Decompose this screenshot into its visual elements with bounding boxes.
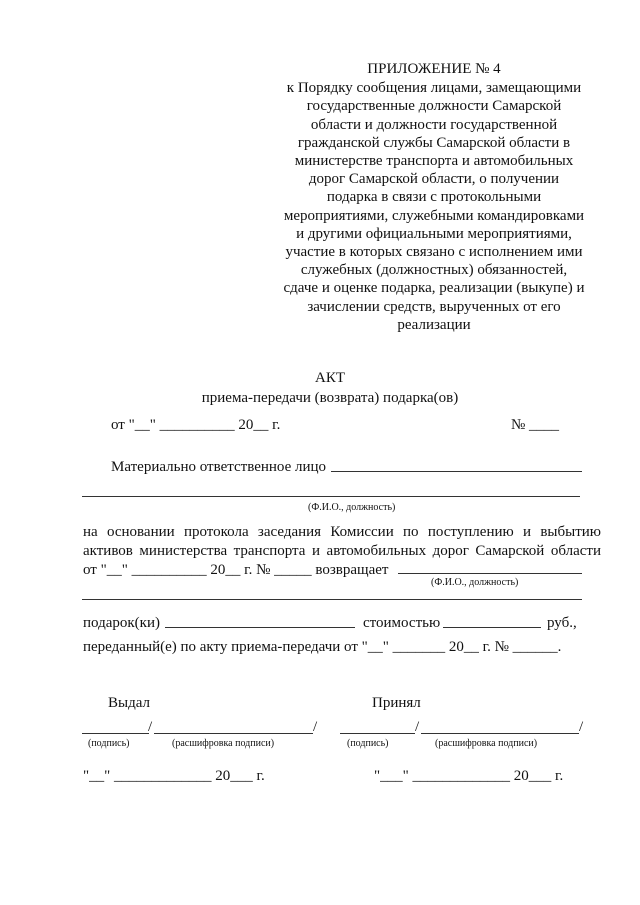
- issued-date: "__" _____________ 20___ г.: [83, 768, 265, 784]
- appendix-line: зачислении средств, вырученных от его: [307, 298, 561, 315]
- accepted-label: Принял: [372, 695, 421, 711]
- accepted-date: "___" _____________ 20___ г.: [374, 768, 564, 784]
- rub-label: руб.,: [547, 615, 577, 631]
- appendix-line: к Порядку сообщения лицами, замещающими: [286, 80, 582, 97]
- fio-position-caption-2: (Ф.И.О., должность): [431, 577, 519, 588]
- accepted-signature-line: [340, 733, 415, 734]
- transferred-line: переданный(е) по акту приема-передачи от "__" _______ 20__ г. № ______.: [83, 639, 562, 655]
- basis-line-3: от "__" __________ 20__ г. № _____ возвращает: [83, 562, 389, 578]
- cost-label: стоимостью: [363, 615, 441, 631]
- appendix-line: служебных (должностных) обязанностей,: [300, 262, 568, 279]
- accepted-decoding-caption: (расшифровка подписи): [435, 738, 538, 749]
- issued-slash-2: /: [313, 719, 318, 735]
- basis-line-2: активов министерства транспорта и автомобильных дорог Самарской области: [83, 543, 601, 559]
- accepted-signature-caption: (подпись): [347, 738, 389, 749]
- responsible-full-line: [82, 496, 580, 497]
- act-date-line: от "__" __________ 20__ г.: [111, 417, 281, 433]
- appendix-line: подарка в связи с протокольными: [326, 189, 542, 206]
- basis-line-1: на основании протокола заседания Комиссии по поступлению и выбытию: [83, 524, 601, 540]
- returner-field-line: [398, 573, 582, 574]
- returner-full-line: [82, 599, 582, 600]
- appendix-line: участие в которых связано с исполнением ими: [285, 244, 583, 261]
- gift-field-line: [165, 627, 355, 628]
- appendix-line: области и должности государственной: [310, 116, 558, 133]
- issued-decoding-caption: (расшифровка подписи): [172, 738, 275, 749]
- appendix-lines: [270, 79, 598, 334]
- act-number-line: № ____: [511, 417, 560, 433]
- accepted-slash-1: /: [415, 719, 420, 735]
- issued-signature-line: [82, 733, 149, 734]
- appendix-line: министерстве транспорта и автомобильных: [294, 153, 574, 170]
- appendix-line: и другими официальными мероприятиями,: [296, 225, 572, 242]
- issued-slash-1: /: [148, 719, 153, 735]
- accepted-slash-2: /: [579, 719, 584, 735]
- fio-position-caption: (Ф.И.О., должность): [308, 502, 396, 513]
- issued-label: Выдал: [108, 695, 150, 711]
- appendix-header: [270, 60, 598, 334]
- issued-decoding-line: [154, 733, 313, 734]
- cost-field-line: [443, 627, 541, 628]
- act-subtitle: приема-передачи (возврата) подарка(ов): [201, 390, 459, 406]
- appendix-line: государственные должности Самарской: [306, 98, 562, 115]
- appendix-line: мероприятиями, служебными командировками: [283, 207, 585, 224]
- appendix-title: ПРИЛОЖЕНИЕ № 4: [367, 61, 501, 77]
- issued-signature-caption: (подпись): [88, 738, 130, 749]
- act-title: АКТ: [315, 370, 345, 386]
- accepted-decoding-line: [421, 733, 579, 734]
- appendix-line: сдаче и оценке подарка, реализации (выкупе) и: [283, 280, 585, 297]
- gift-label: подарок(ки): [83, 615, 160, 631]
- appendix-line: гражданской службы Самарской области в: [297, 134, 571, 151]
- appendix-line: дорог Самарской области, о получении: [308, 171, 560, 188]
- responsible-field-line: [331, 471, 582, 472]
- appendix-line: реализации: [397, 316, 471, 333]
- responsible-label: Материально ответственное лицо: [111, 459, 327, 475]
